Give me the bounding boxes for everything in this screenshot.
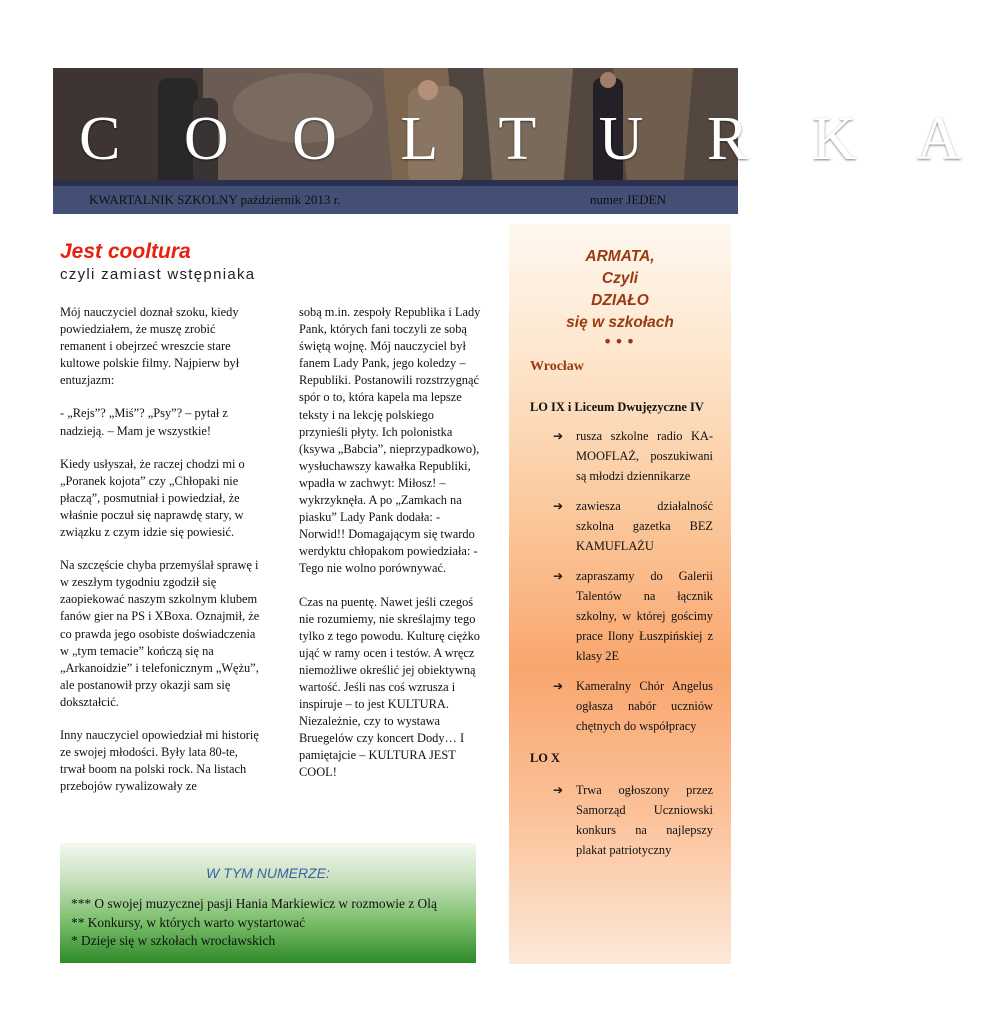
arrow-icon: ➔ [553, 499, 564, 513]
contents-box [60, 843, 476, 963]
contents-list [71, 895, 437, 951]
paragraph: Inny nauczyciel opowiedział mi historię ze swojej młodości. Były lata 80-te, trwał boom na polski rock. Na listach przebojów rywalizowały ze [60, 727, 259, 794]
arrow-icon: ➔ [553, 783, 564, 797]
school-heading: LO IX i Liceum Dwujęzyczne IV [530, 400, 704, 414]
masthead-title: C O O L T U R K A [79, 105, 985, 173]
news-item [553, 566, 713, 666]
article-column-1 [60, 304, 260, 811]
arrow-icon: ➔ [553, 679, 564, 693]
news-item-text: zawiesza działalność szkolna gazetka BEZ KAMUFLAŻU [576, 499, 713, 553]
article-subtitle: czyli zamiast wstępniaka [60, 266, 256, 283]
news-item-text: zapraszamy do Galerii Talentów na łącznik szkolny, w której gościmy prace Ilony Łuszpińskiej z klasy 2E [576, 569, 713, 663]
contents-title: W TYM NUMERZE: [206, 865, 330, 881]
ornament-dots: ••• [602, 332, 638, 351]
news-item-text: rusza szkolne radio KA-MOOFLAŻ, poszukiwani są młodzi dziennikarze [576, 429, 713, 483]
school-heading: LO X [530, 751, 560, 765]
article-title: Jest cooltura [60, 240, 191, 263]
paragraph: Kiedy usłyszał, że raczej chodzi mi o „Poranek kojota” czy „Chłopaki nie płaczą”, posmutniał i powiedział, że właśnie poczuł się naprawdę stary, w związku z czym idzie się powiesić. [60, 456, 245, 540]
contents-item: ** Konkursy, w których warto wystartować [71, 914, 306, 930]
paragraph: - „Rejs”? „Miś”? „Psy”? – pytał z nadzieją. – Mam je wszystkie! [60, 406, 228, 438]
article-column-2 [299, 304, 485, 798]
news-item [553, 426, 713, 486]
masthead-subtitle: KWARTALNIK SZKOLNY październik 2013 r. [89, 192, 341, 207]
news-item [553, 676, 713, 736]
paragraph: Czas na puentę. Nawet jeśli czegoś nie rozumiemy, nie skreślajmy tego tylko z tego powodu. Kulturę ciężko ująć w ramy ocen i testów. A wręcz niemożliwe określić jej obiektywną wartość. Jeśli nas coś wzrusza i inspiruje – to jest KULTURA. Niezależnie, czy to wystawa Bruegelów czy koncert Dody… I pamiętajcie – KULTURA JEST COOL! [299, 594, 480, 780]
arrow-icon: ➔ [553, 569, 564, 583]
sidebar-heading [509, 246, 731, 334]
arrow-icon: ➔ [553, 429, 564, 443]
sidebar-heading-line: Czyli [601, 270, 639, 287]
news-item [553, 780, 713, 860]
contents-item: * Dzieje się w szkołach wrocławskich [71, 933, 276, 949]
city-heading: Wrocław [530, 359, 584, 374]
sidebar-heading-line: się w szkołach [566, 314, 674, 331]
paragraph: Mój nauczyciel doznał szoku, kiedy powiedziałem, że muszę zrobić remanent i obejrzeć wreszcie stare kultowe polskie filmy. Najpierw był entuzjazm: [60, 305, 240, 388]
sidebar-news [509, 224, 731, 964]
paragraph: sobą m.in. zespoły Republika i Lady Pank, których fani toczyli ze sobą świętą wojnę. Mój nauczyciel był fanem Lady Pank, jego koledzy – Republiki. Postanowili rozstrzygnąć spór o to, która kapela ma lepsze teksty i na lekcję polskiego przynieśli płyty. Ich polonistka (ksywa „Babcia”, nieprzypadkowo), wysłuchawszy kawałka Republiki, wpadła w zachwyt: Miłosz! – wykrzyknęła. A po „Zamkach na piasku” Lady Pank dodała: - Norwid!! Domagającym się twardo werdyktu chłopakom powiedziała: -Tego nie wolno porównywać. [299, 305, 481, 576]
news-item [553, 496, 713, 556]
sidebar-heading-line: ARMATA, [585, 248, 655, 265]
news-item-text: Trwa ogłoszony przez Samorząd Uczniowski konkurs na najlepszy plakat patriotyczny [576, 783, 713, 857]
masthead [53, 68, 985, 214]
contents-item: *** O swojej muzycznej pasji Hania Markiewicz w rozmowie z Olą [71, 896, 437, 911]
issue-number: numer JEDEN [589, 192, 666, 207]
paragraph: Na szczęście chyba przemyślał sprawę i w zeszłym tygodniu zgodził się zaopiekować naszym szkolnym klubem fanów gier na PS i XBoxa. Oznajmił, że co prawda jego osobiste doświadczenia w „tym temacie” kończą się na „Arkanoidzie” i telefonicznym „Wężu”, ale postanowił przy okazji sam się dokształcić. [60, 558, 260, 709]
news-item-text: Kameralny Chór Angelus ogłasza nabór uczniów chętnych do współpracy [576, 679, 713, 733]
sidebar-heading-line: DZIAŁO [591, 292, 649, 309]
